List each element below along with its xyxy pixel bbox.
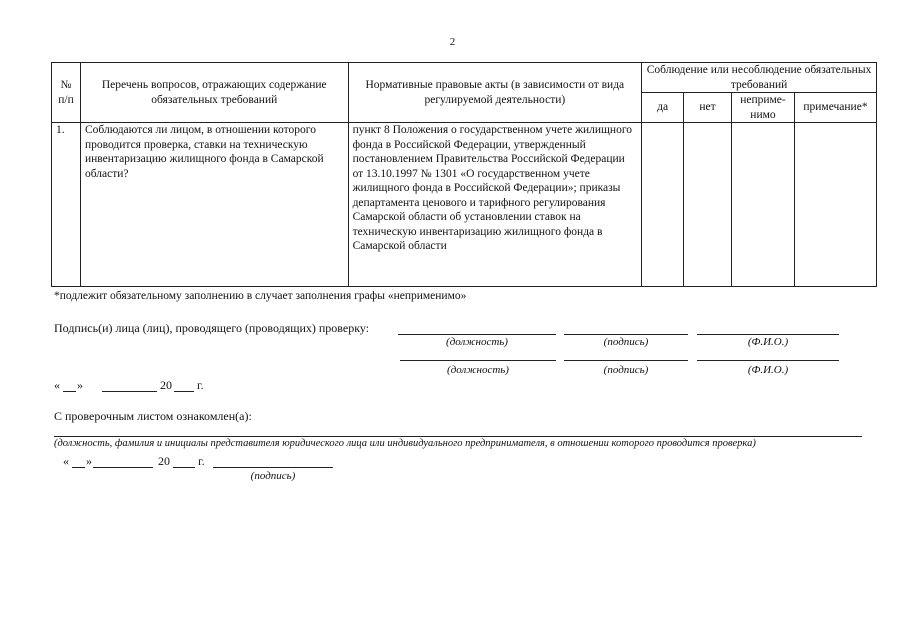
table-row: [52, 123, 877, 287]
acquainted-label: С проверочным листом ознакомлен(а):: [54, 409, 252, 423]
sign-line-2[interactable]: [564, 348, 688, 361]
footnote: *подлежит обязательному заполнению в случает заполнения графы «неприменимо»: [54, 290, 467, 302]
row-no[interactable]: [684, 123, 732, 287]
row-remark[interactable]: [794, 123, 876, 287]
representative-line[interactable]: [54, 422, 862, 437]
date-field-2: [63, 454, 343, 470]
date-month-line[interactable]: [93, 454, 153, 468]
header-num: № п/п: [52, 63, 81, 123]
row-num: 1.: [52, 123, 81, 287]
date-year-line[interactable]: [174, 378, 194, 392]
position-line-1[interactable]: [398, 320, 556, 335]
signature-label: Подпись(и) лица (лиц), проводящего (проводящих) проверку:: [54, 321, 370, 335]
date-field-1: [54, 378, 254, 394]
date-day-line[interactable]: [72, 454, 85, 468]
page-number: 2: [449, 36, 456, 48]
date-open-quote: «: [54, 378, 60, 392]
header-na: неприме-нимо: [731, 93, 794, 123]
header-remark: примечание*: [794, 93, 876, 123]
date-year-prefix: 20: [160, 378, 172, 392]
date-year-suffix: г.: [197, 378, 204, 392]
date-year-prefix: 20: [158, 454, 170, 468]
date-year-suffix: г.: [198, 454, 205, 468]
date-day-line[interactable]: [63, 378, 76, 392]
date-month-line[interactable]: [102, 378, 157, 392]
signature-line[interactable]: [213, 454, 333, 468]
representative-caption: (должность, фамилия и инициалы представителя юридического лица или индивидуального предпринимателя, в отношении которого проводится проверка): [54, 438, 756, 449]
header-acts: Нормативные правовые акты (в зависимости от вида регулируемой деятельности): [348, 63, 642, 123]
name-line-2[interactable]: [697, 348, 839, 361]
header-compliance: Соблюдение или несоблюдение обязательных требований: [642, 63, 877, 93]
header-no: нет: [684, 93, 732, 123]
name-caption-2: (Ф.И.О.): [747, 364, 789, 376]
row-yes[interactable]: [642, 123, 684, 287]
date-open-quote: «: [63, 454, 69, 468]
sign-caption-2: (подпись): [603, 364, 649, 376]
signature-caption: (подпись): [250, 470, 296, 482]
sign-caption-1: (подпись): [603, 336, 649, 348]
row-question: Соблюдаются ли лицом, в отношении которого проводится проверка, ставки на техническую инвентаризацию жилищного фонда в Самарской области?: [80, 123, 348, 287]
position-caption-1: (должность): [446, 336, 508, 348]
header-questions: Перечень вопросов, отражающих содержание обязательных требований: [80, 63, 348, 123]
checklist-table: [51, 62, 877, 287]
date-year-line[interactable]: [173, 454, 195, 468]
name-line-1[interactable]: [697, 320, 839, 335]
sign-line-1[interactable]: [564, 320, 688, 335]
row-acts: пункт 8 Положения о государственном учете жилищного фонда в Российской Федерации, утвержденный постановлением Правительства Российской Федерации от 13.10.1997 № 1301 «О государственном учете жилищного фонда в Российской Федерации»; приказы департамента ценового и тарифного регулирования Самарской области об установлении ставок на техническую инвентаризацию жилищного фонда в Самарской области: [348, 123, 642, 287]
date-close-quote: »: [77, 378, 83, 392]
position-caption-2: (должность): [447, 364, 509, 376]
name-caption-1: (Ф.И.О.): [747, 336, 789, 348]
row-na[interactable]: [731, 123, 794, 287]
header-yes: да: [642, 93, 684, 123]
position-line-2[interactable]: [400, 348, 556, 361]
date-close-quote: »: [86, 454, 92, 468]
